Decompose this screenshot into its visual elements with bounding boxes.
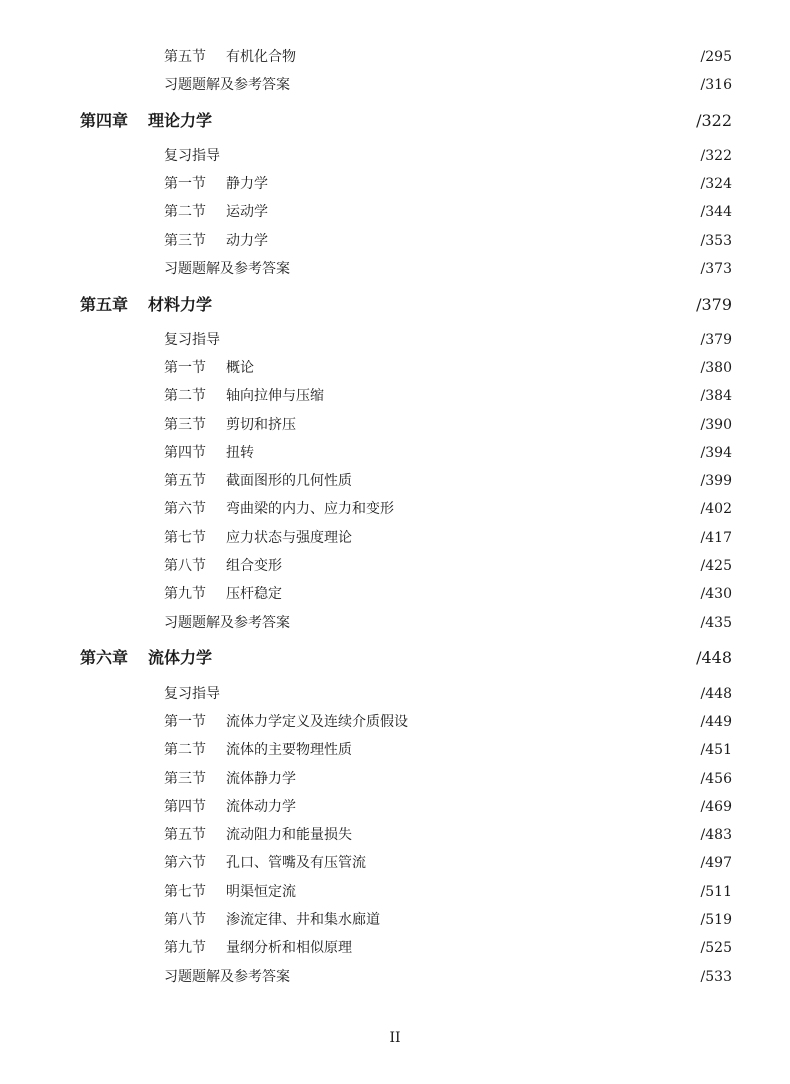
- section-title: 孔口、管嘴及有压管流: [226, 855, 366, 871]
- toc-section-row: [0, 966, 790, 988]
- page-reference: /324: [700, 176, 732, 192]
- toc-section-row: [0, 881, 790, 903]
- page-reference: /379: [700, 332, 732, 348]
- section-number: 第九节: [164, 586, 206, 602]
- chapter-title: 材料力学: [148, 295, 213, 314]
- page-reference: /497: [700, 855, 732, 871]
- page-reference: /519: [700, 912, 732, 928]
- toc-chapter-row: [0, 110, 790, 132]
- section-number: 第六节: [164, 855, 206, 871]
- page-reference: /316: [700, 77, 732, 93]
- toc-section-row: [0, 768, 790, 790]
- toc-section-row: [0, 258, 790, 280]
- toc-section-row: [0, 909, 790, 931]
- toc-section-row: [0, 527, 790, 549]
- section-number: 第五节: [164, 473, 206, 489]
- section-title: 复习指导: [164, 686, 220, 702]
- page-reference: /511: [700, 884, 732, 900]
- page-reference: /417: [700, 530, 732, 546]
- toc-section-row: [0, 414, 790, 436]
- section-title: 应力状态与强度理论: [226, 530, 352, 546]
- page-reference: /402: [700, 501, 732, 517]
- section-title: 运动学: [226, 204, 268, 220]
- page-reference: /456: [700, 771, 732, 787]
- section-number: 第七节: [164, 884, 206, 900]
- toc-section-row: [0, 357, 790, 379]
- section-title: 量纲分析和相似原理: [226, 940, 352, 956]
- section-title: 复习指导: [164, 332, 220, 348]
- section-number: 第一节: [164, 176, 206, 192]
- section-number: 第九节: [164, 940, 206, 956]
- section-number: 第二节: [164, 204, 206, 220]
- section-number: 第五节: [164, 49, 206, 65]
- toc-section-row: [0, 824, 790, 846]
- section-number: 第三节: [164, 771, 206, 787]
- toc-section-row: [0, 329, 790, 351]
- toc-section-row: [0, 583, 790, 605]
- page-reference: /451: [700, 742, 732, 758]
- page-reference: /394: [700, 445, 732, 461]
- section-number: 第四节: [164, 445, 206, 461]
- section-number: 第七节: [164, 530, 206, 546]
- page-reference: /322: [696, 111, 732, 130]
- section-title: 渗流定律、井和集水廊道: [226, 912, 380, 928]
- page-reference: /448: [700, 686, 732, 702]
- toc-section-row: [0, 937, 790, 959]
- toc-section-row: [0, 470, 790, 492]
- toc-section-row: [0, 46, 790, 68]
- page-reference: /449: [700, 714, 732, 730]
- section-title: 弯曲梁的内力、应力和变形: [226, 501, 394, 517]
- page-reference: /469: [700, 799, 732, 815]
- section-number: 第四节: [164, 799, 206, 815]
- section-number: 第三节: [164, 233, 206, 249]
- page-reference: /399: [700, 473, 732, 489]
- toc-chapter-row: [0, 294, 790, 316]
- page-reference: /322: [700, 148, 732, 164]
- section-title: 复习指导: [164, 148, 220, 164]
- section-title: 组合变形: [226, 558, 282, 574]
- section-title: 轴向拉伸与压缩: [226, 388, 324, 404]
- section-title: 流体静力学: [226, 771, 296, 787]
- section-title: 流体的主要物理性质: [226, 742, 352, 758]
- page-reference: /525: [700, 940, 732, 956]
- section-title: 静力学: [226, 176, 268, 192]
- section-title: 习题题解及参考答案: [164, 615, 290, 631]
- section-title: 习题题解及参考答案: [164, 261, 290, 277]
- section-number: 第一节: [164, 360, 206, 376]
- page-reference: /430: [700, 586, 732, 602]
- toc-section-row: [0, 145, 790, 167]
- section-title: 截面图形的几何性质: [226, 473, 352, 489]
- section-title: 流体力学定义及连续介质假设: [226, 714, 408, 730]
- page-reference: /390: [700, 417, 732, 433]
- page-reference: /384: [700, 388, 732, 404]
- page-reference: /425: [700, 558, 732, 574]
- toc-section-row: [0, 612, 790, 634]
- toc-section-row: [0, 683, 790, 705]
- chapter-title: 理论力学: [148, 111, 213, 130]
- page-reference: /483: [700, 827, 732, 843]
- section-number: 第五节: [164, 827, 206, 843]
- chapter-title: 流体力学: [148, 648, 213, 667]
- page-reference: /533: [700, 969, 732, 985]
- section-title: 动力学: [226, 233, 268, 249]
- section-title: 有机化合物: [226, 49, 296, 65]
- section-title: 习题题解及参考答案: [164, 77, 290, 93]
- section-title: 扭转: [226, 445, 254, 461]
- section-title: 习题题解及参考答案: [164, 969, 290, 985]
- chapter-number: 第六章: [80, 648, 129, 667]
- toc-section-row: [0, 555, 790, 577]
- section-number: 第二节: [164, 388, 206, 404]
- toc-section-row: [0, 74, 790, 96]
- page-reference: /373: [700, 261, 732, 277]
- section-number: 第一节: [164, 714, 206, 730]
- toc-section-row: [0, 385, 790, 407]
- toc-section-row: [0, 711, 790, 733]
- toc-section-row: [0, 796, 790, 818]
- section-title: 流体动力学: [226, 799, 296, 815]
- section-number: 第八节: [164, 912, 206, 928]
- chapter-number: 第四章: [80, 111, 129, 130]
- section-number: 第六节: [164, 501, 206, 517]
- page-reference: /344: [700, 204, 732, 220]
- toc-section-row: [0, 852, 790, 874]
- toc-section-row: [0, 201, 790, 223]
- toc-chapter-row: [0, 647, 790, 669]
- page-reference: /448: [696, 648, 732, 667]
- section-title: 概论: [226, 360, 254, 376]
- toc-section-row: [0, 230, 790, 252]
- toc-section-row: [0, 442, 790, 464]
- page-reference: /295: [700, 49, 732, 65]
- section-title: 流动阻力和能量损失: [226, 827, 352, 843]
- page-number: II: [389, 1030, 401, 1046]
- section-title: 剪切和挤压: [226, 417, 296, 433]
- toc-section-row: [0, 739, 790, 761]
- section-number: 第八节: [164, 558, 206, 574]
- section-number: 第二节: [164, 742, 206, 758]
- toc-section-row: [0, 498, 790, 520]
- page-reference: /380: [700, 360, 732, 376]
- page-reference: /435: [700, 615, 732, 631]
- page-reference: /379: [696, 295, 732, 314]
- toc-section-row: [0, 173, 790, 195]
- chapter-number: 第五章: [80, 295, 129, 314]
- section-title: 明渠恒定流: [226, 884, 296, 900]
- section-number: 第三节: [164, 417, 206, 433]
- page-reference: /353: [700, 233, 732, 249]
- section-title: 压杆稳定: [226, 586, 282, 602]
